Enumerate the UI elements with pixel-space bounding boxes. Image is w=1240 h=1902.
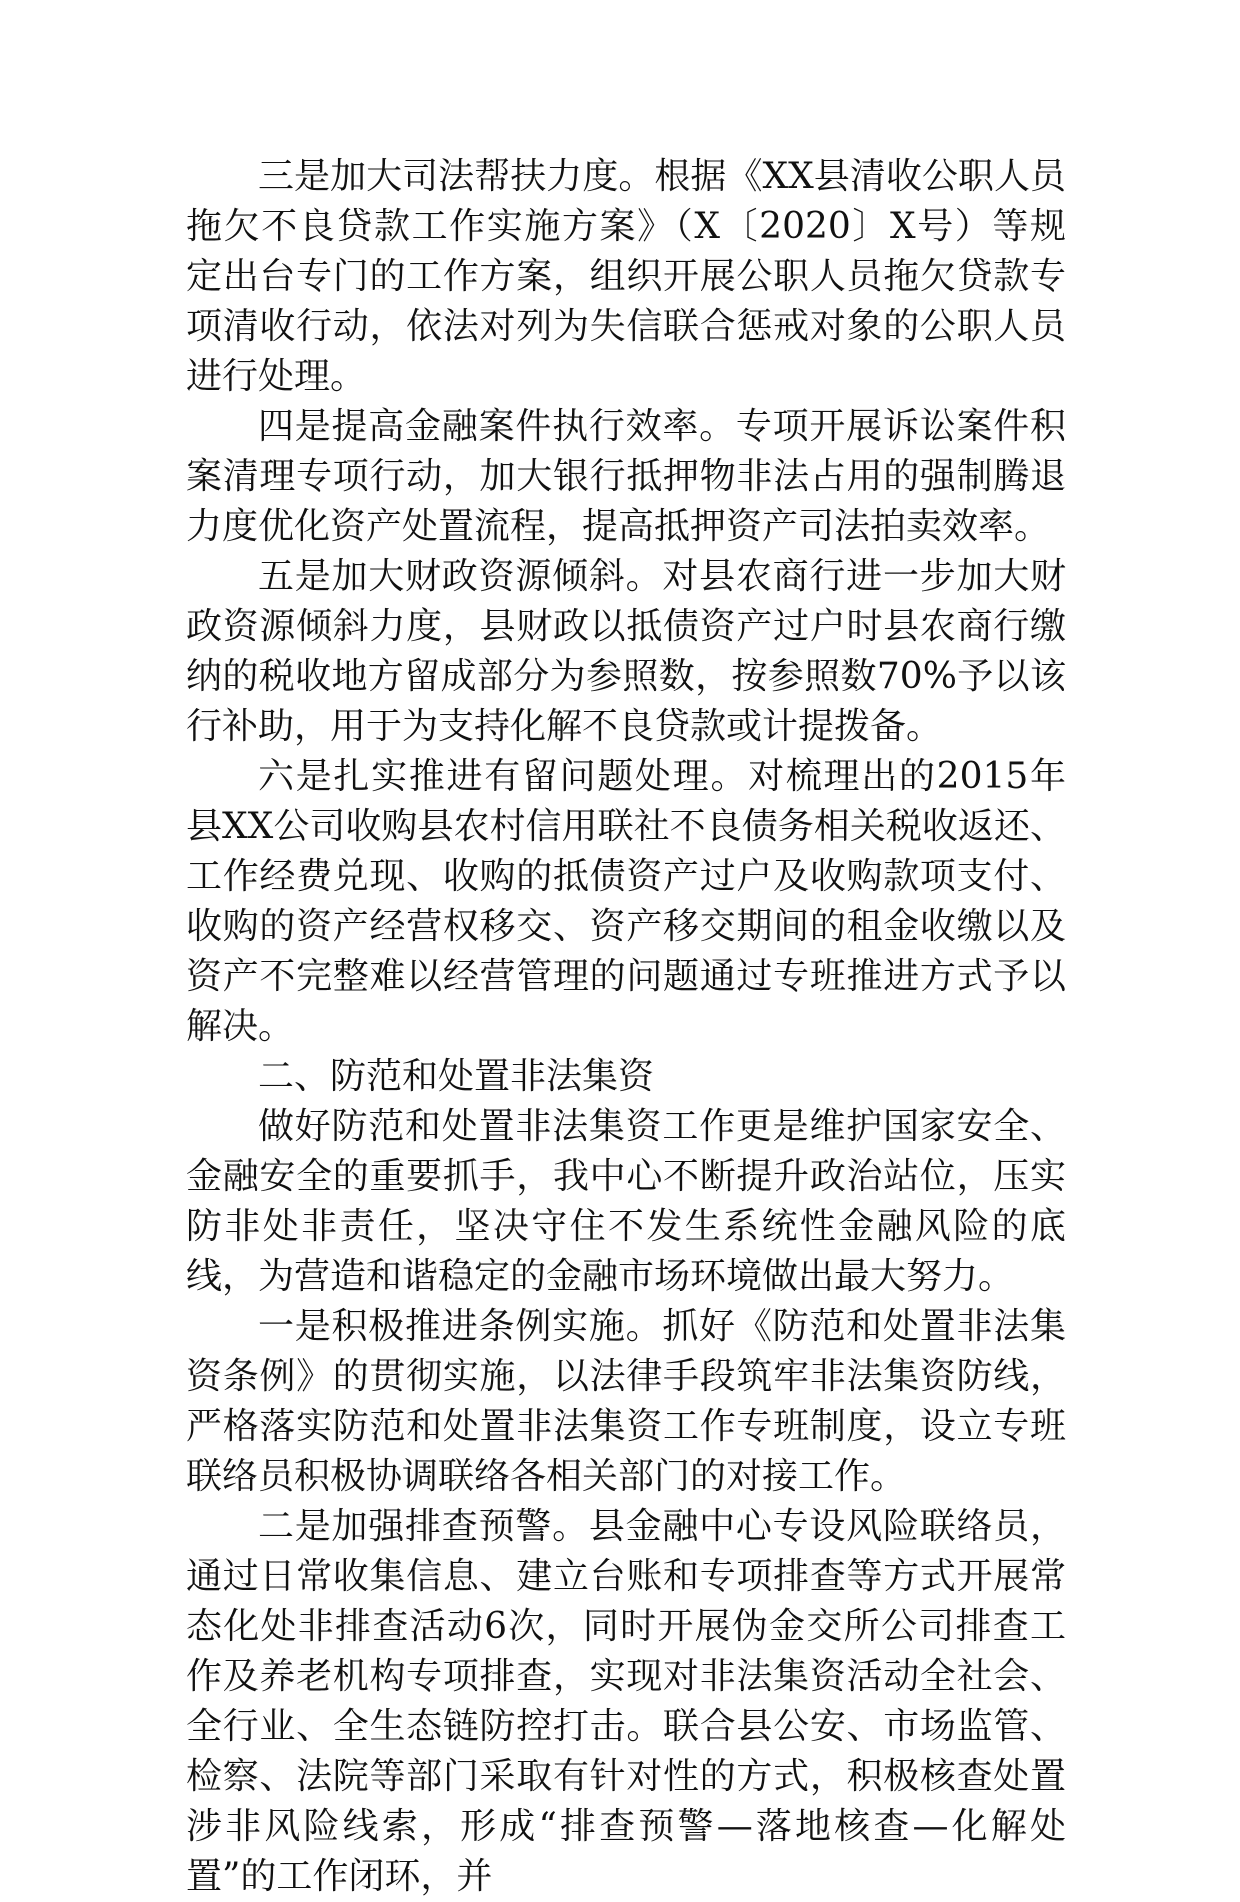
document-body [186,152,1066,1902]
paragraph-fiscal-support: 五是加大财政资源倾斜。对县农商行进一步加大财政资源倾斜力度，县财政以抵债资产过户时县农商行缴纳的税收地方留成部分为参照数，按参照数70%予以该行补助，用于为支持化解不良贷款或计提拨备。 [186,556,1066,747]
paragraph-legacy-issues: 六是扎实推进有留问题处理。对梳理出的2015年县XX公司收购县农村信用联社不良债务相关税收返还、工作经费兑现、收购的抵债资产过户及收购款项支付、收购的资产经营权移交、资产移交期间的租金收缴以及资产不完整难以经营管理的问题通过专班推进方式予以解决。 [186,756,1066,1047]
paragraph-judicial-support: 三是加大司法帮扶力度。根据《XX县清收公职人员拖欠不良贷款工作实施方案》（X〔2020〕X号）等规定出台专门的工作方案，组织开展公职人员拖欠贷款专项清收行动，依法对列为失信联合惩戒对象的公职人员进行处理。 [186,156,1066,397]
paragraph-case-efficiency: 四是提高金融案件执行效率。专项开展诉讼案件积案清理专项行动，加大银行抵押物非法占用的强制腾退力度优化资产处置流程，提高抵押资产司法拍卖效率。 [186,406,1066,547]
paragraph-early-warning: 二是加强排查预警。县金融中心专设风险联络员，通过日常收集信息、建立台账和专项排查等方式开展常态化处非排查活动6次，同时开展伪金交所公司排查工作及养老机构专项排查，实现对非法集资活动全社会、全行业、全生态链防控打击。联合县公安、市场监管、检察、法院等部门采取有针对性的方式，积极核查处置涉非风险线索，形成“排查预警—落地核查—化解处置”的工作闭环，并 [186,1506,1066,1897]
paragraph-section-intro: 做好防范和处置非法集资工作更是维护国家安全、金融安全的重要抓手，我中心不断提升政治站位，压实防非处非责任，坚决守住不发生系统性金融风险的底线，为营造和谐稳定的金融市场环境做出最大努力。 [186,1106,1066,1297]
paragraph-regulation: 一是积极推进条例实施。抓好《防范和处置非法集资条例》的贯彻实施，以法律手段筑牢非法集资防线，严格落实防范和处置非法集资工作专班制度，设立专班联络员积极协调联络各相关部门的对接工作。 [186,1306,1066,1497]
section-heading: 二、防范和处置非法集资 [258,1056,655,1097]
